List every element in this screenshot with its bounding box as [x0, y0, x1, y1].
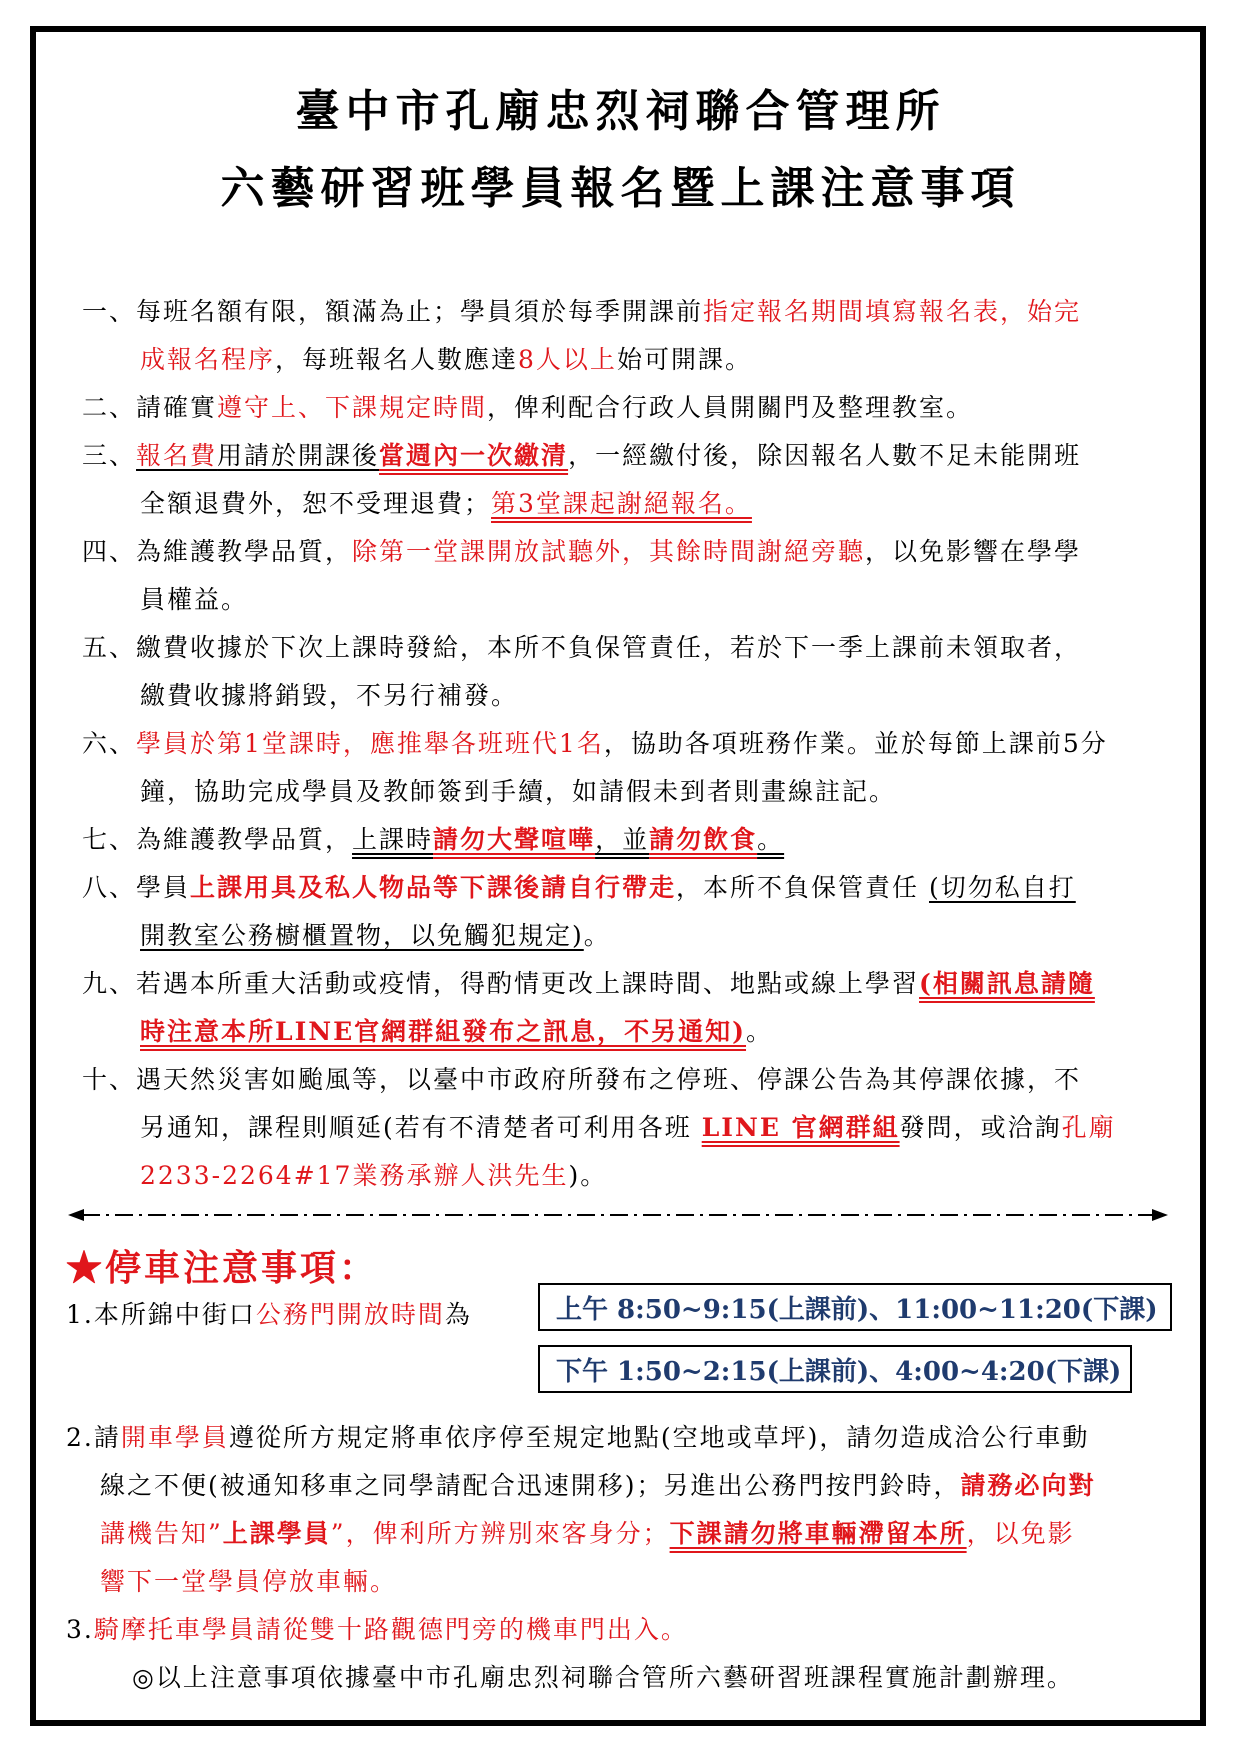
title-line-2: 六藝研習班學員報名暨上課注意事項 — [220, 163, 1021, 214]
item-3-line-2: 全額退費外，恕不受理退費；第3堂課起謝絕報名。 — [140, 489, 752, 518]
item-2: 二、請確實遵守上、下課規定時間，俾利配合行政人員開關門及整理教室。 — [82, 393, 974, 422]
item-5-line-2: 繳費收據將銷毀，不另行補發。 — [140, 681, 519, 710]
parking-title: ★停車注意事項： — [66, 1247, 379, 1289]
item-1-line-1: 一、每班名額有限，額滿為止；學員須於每季開課前指定報名期間填寫報名表，始完 — [82, 297, 1082, 326]
gate-hours-pm: 下午 1:50~2:15(上課前)、4:00~4:20(下課) — [538, 1345, 1132, 1393]
item-6-line-1: 六、學員於第1堂課時，應推舉各班班代1名，協助各項班務作業。並於每節上課前5分 — [82, 729, 1108, 758]
item-7: 七、為維護教學品質，上課時請勿大聲喧嘩，並請勿飲食。 — [82, 825, 785, 854]
item-1-line-2: 成報名程序，每班報名人數應達8人以上始可開課。 — [140, 345, 752, 374]
gate-hours-am: 上午 8:50~9:15(上課前)、11:00~11:20(下課) — [538, 1283, 1172, 1331]
parking-item-2-line-4: 響下一堂學員停放車輛。 — [100, 1567, 398, 1596]
item-4-line-2: 員權益。 — [140, 585, 249, 614]
item-10-line-2: 另通知，課程則順延(若有不清楚者可利用各班 LINE 官網群組發問，或洽詢孔廟 — [140, 1113, 1116, 1142]
footer-note: ◎以上注意事項依據臺中市孔廟忠烈祠聯合管所六藝研習班課程實施計劃辦理。 — [132, 1663, 1074, 1692]
item-10-line-3: 2233-2264#17業務承辦人洪先生)。 — [140, 1161, 608, 1190]
parking-item-2-line-1: 2.請開車學員遵從所方規定將車依序停至規定地點(空地或草坪)，請勿造成洽公行車動 — [66, 1423, 1090, 1452]
item-5-line-1: 五、繳費收據於下次上課時發給，本所不負保管責任，若於下一季上課前未領取者， — [82, 633, 1082, 662]
item-8-line-2: 開教室公務櫥櫃置物，以免觸犯規定)。 — [140, 921, 611, 950]
parking-item-2-line-2: 線之不便(被通知移車之同學請配合迅速開移)；另進出公務門按門鈴時，請務必向對 — [100, 1471, 1096, 1500]
item-9-line-1: 九、若遇本所重大活動或疫情，得酌情更改上課時間、地點或線上學習(相關訊息請隨 — [82, 969, 1095, 998]
separator-arrow — [68, 1205, 1168, 1225]
item-9-line-2: 時注意本所LINE官網群組發布之訊息，不另通知)。 — [140, 1017, 774, 1046]
title-line-1: 臺中市孔廟忠烈祠聯合管理所 — [295, 86, 946, 137]
item-10-line-1: 十、遇天然災害如颱風等，以臺中市政府所發布之停班、停課公告為其停課依據，不 — [82, 1065, 1082, 1094]
item-8-line-1: 八、學員上課用具及私人物品等下課後請自行帶走，本所不負保管責任 (切勿私自打 — [82, 873, 1076, 902]
item-3-line-1: 三、報名費用請於開課後當週內一次繳清，一經繳付後，除因報名人數不足未能開班 — [82, 441, 1082, 470]
parking-item-1: 1.本所錦中街口公務門開放時間為 — [66, 1300, 472, 1329]
item-6-line-2: 鐘，協助完成學員及教師簽到手續，如請假未到者則畫線註記。 — [140, 777, 897, 806]
item-4-line-1: 四、為維護教學品質，除第一堂課開放試聽外，其餘時間謝絕旁聽，以免影響在學學 — [82, 537, 1082, 566]
parking-item-3: 3.騎摩托車學員請從雙十路觀德門旁的機車門出入。 — [66, 1615, 688, 1644]
parking-item-2-line-3: 講機告知”上課學員”，俾利所方辨別來客身分；下課請勿將車輛滯留本所，以免影 — [100, 1519, 1075, 1548]
